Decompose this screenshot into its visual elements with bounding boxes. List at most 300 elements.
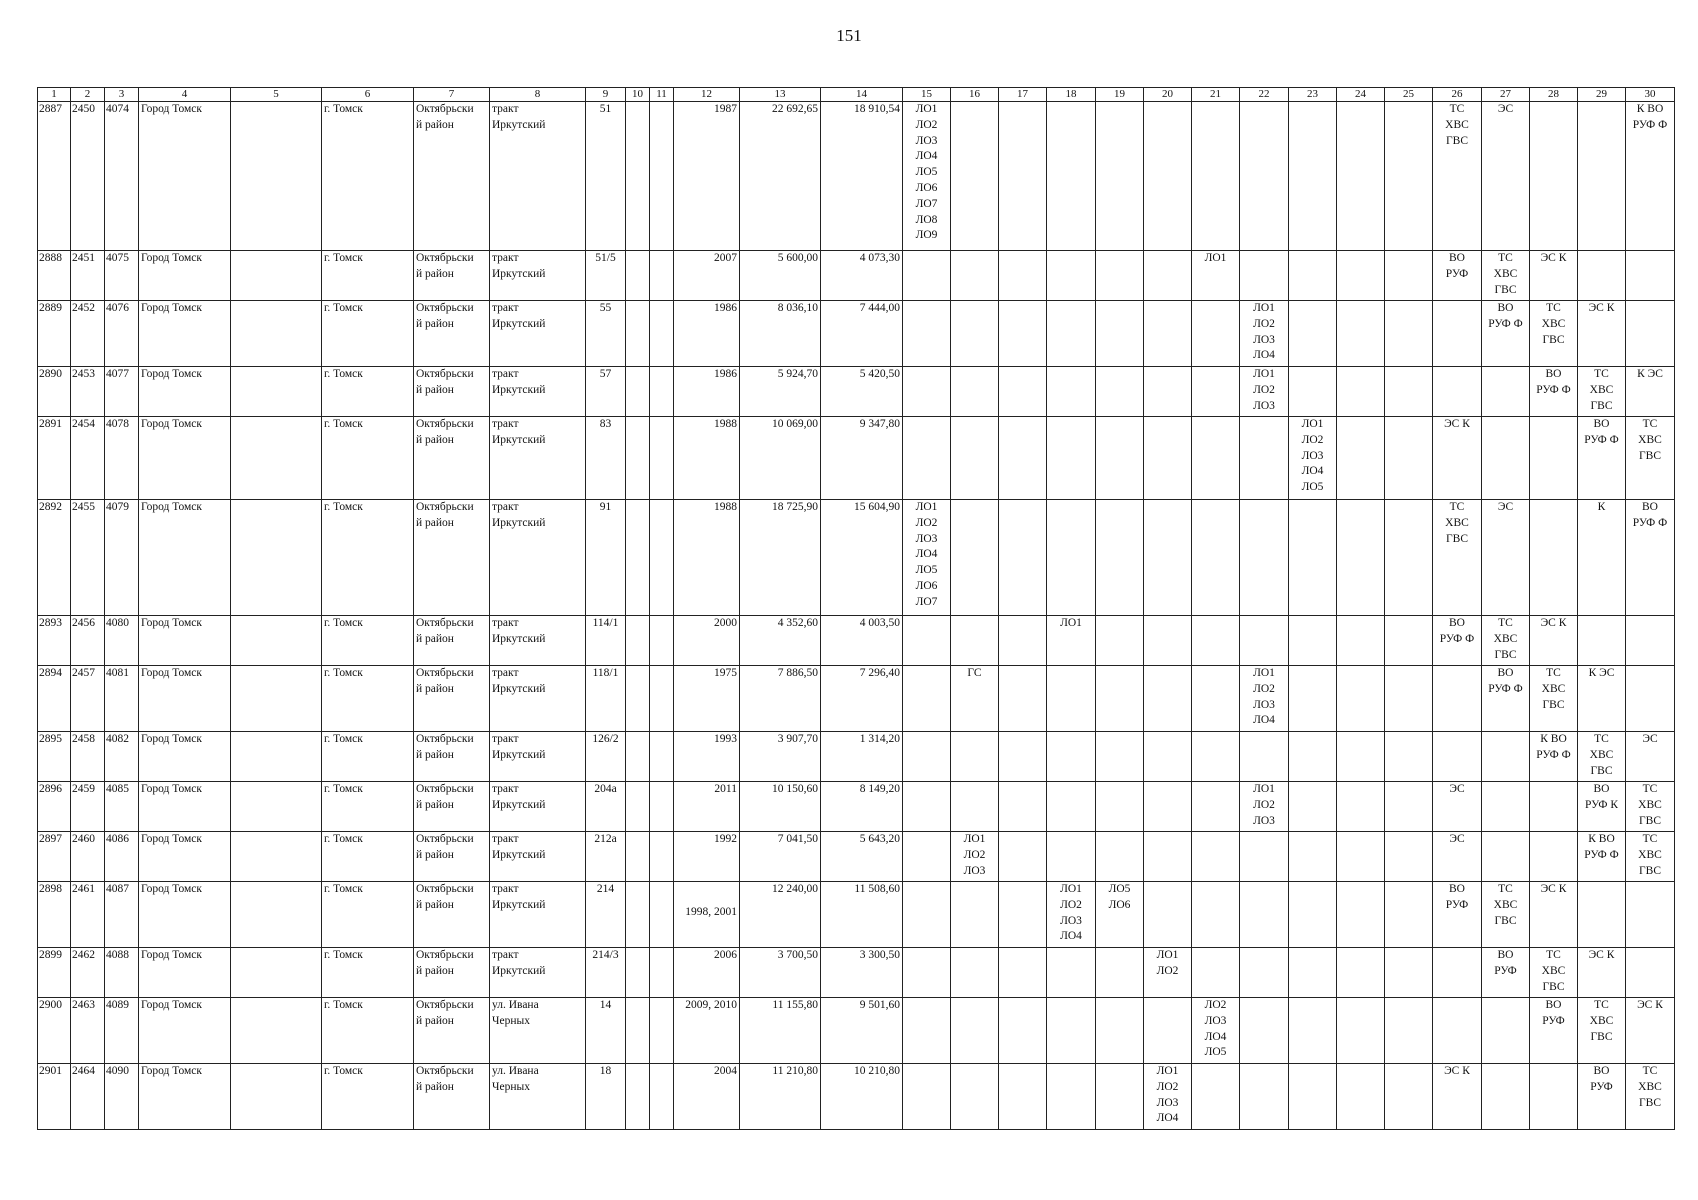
cell-col-6: г. Томск bbox=[322, 782, 414, 832]
cell-col-22 bbox=[1240, 732, 1289, 782]
cell-col-30 bbox=[1626, 616, 1675, 666]
cell-col-4: Город Томск bbox=[139, 616, 231, 666]
cell-col-20 bbox=[1144, 732, 1192, 782]
cell-col-19 bbox=[1096, 998, 1144, 1064]
cell-col-5 bbox=[231, 417, 322, 500]
cell-col-8: тракт Иркутский bbox=[490, 301, 586, 367]
cell-col-4: Город Томск bbox=[139, 998, 231, 1064]
cell-col-18: ЛО1 bbox=[1047, 616, 1096, 666]
cell-col-24 bbox=[1337, 948, 1385, 998]
cell-col-13: 4 352,60 bbox=[740, 616, 821, 666]
cell-col-30 bbox=[1626, 666, 1675, 732]
cell-col-9: 126/2 bbox=[586, 732, 626, 782]
cell-col-29: К bbox=[1578, 500, 1626, 616]
cell-col-9: 91 bbox=[586, 500, 626, 616]
cell-col-13: 8 036,10 bbox=[740, 301, 821, 367]
cell-col-22: ЛО1 ЛО2 ЛО3 ЛО4 bbox=[1240, 301, 1289, 367]
cell-col-8: тракт Иркутский bbox=[490, 500, 586, 616]
cell-col-27: ЭС bbox=[1482, 500, 1530, 616]
cell-col-30: ТС ХВС ГВС bbox=[1626, 832, 1675, 882]
cell-col-12: 1986 bbox=[674, 301, 740, 367]
cell-col-2: 2456 bbox=[71, 616, 105, 666]
cell-col-4: Город Томск bbox=[139, 500, 231, 616]
cell-col-26 bbox=[1433, 948, 1482, 998]
cell-col-19 bbox=[1096, 367, 1144, 417]
cell-col-11 bbox=[650, 367, 674, 417]
cell-col-1: 2889 bbox=[38, 301, 71, 367]
column-number-10: 10 bbox=[626, 88, 650, 102]
cell-col-12: 1988 bbox=[674, 500, 740, 616]
cell-col-13: 22 692,65 bbox=[740, 102, 821, 251]
cell-col-4: Город Томск bbox=[139, 417, 231, 500]
cell-col-14: 7 444,00 bbox=[821, 301, 903, 367]
table-row bbox=[38, 832, 1675, 882]
cell-col-9: 114/1 bbox=[586, 616, 626, 666]
column-number-24: 24 bbox=[1337, 88, 1385, 102]
cell-col-5 bbox=[231, 102, 322, 251]
cell-col-5 bbox=[231, 367, 322, 417]
cell-col-24 bbox=[1337, 367, 1385, 417]
cell-col-19 bbox=[1096, 417, 1144, 500]
cell-col-21 bbox=[1192, 616, 1240, 666]
cell-col-3: 4079 bbox=[105, 500, 139, 616]
cell-col-26 bbox=[1433, 998, 1482, 1064]
cell-col-16: ЛО1 ЛО2 ЛО3 bbox=[951, 832, 999, 882]
cell-col-30: ЭС bbox=[1626, 732, 1675, 782]
cell-col-26: ЭС К bbox=[1433, 1064, 1482, 1130]
cell-col-17 bbox=[999, 1064, 1047, 1130]
cell-col-21 bbox=[1192, 1064, 1240, 1130]
cell-col-7: Октябрьски й район bbox=[414, 832, 490, 882]
table-row bbox=[38, 251, 1675, 301]
cell-col-16 bbox=[951, 882, 999, 948]
cell-col-29: ЭС К bbox=[1578, 948, 1626, 998]
cell-col-21 bbox=[1192, 417, 1240, 500]
cell-col-5 bbox=[231, 251, 322, 301]
header-row bbox=[38, 88, 1675, 102]
cell-col-13: 11 155,80 bbox=[740, 998, 821, 1064]
table-row bbox=[38, 301, 1675, 367]
cell-col-22 bbox=[1240, 102, 1289, 251]
table-row bbox=[38, 616, 1675, 666]
cell-col-1: 2900 bbox=[38, 998, 71, 1064]
cell-col-29: ТС ХВС ГВС bbox=[1578, 732, 1626, 782]
cell-col-16 bbox=[951, 998, 999, 1064]
cell-col-17 bbox=[999, 782, 1047, 832]
cell-col-12: 1993 bbox=[674, 732, 740, 782]
column-number-14: 14 bbox=[821, 88, 903, 102]
cell-col-7: Октябрьски й район bbox=[414, 666, 490, 732]
cell-col-6: г. Томск bbox=[322, 417, 414, 500]
column-number-8: 8 bbox=[490, 88, 586, 102]
cell-col-18 bbox=[1047, 1064, 1096, 1130]
cell-col-13: 11 210,80 bbox=[740, 1064, 821, 1130]
column-number-1: 1 bbox=[38, 88, 71, 102]
cell-col-19 bbox=[1096, 251, 1144, 301]
cell-col-7: Октябрьски й район bbox=[414, 998, 490, 1064]
cell-col-6: г. Томск bbox=[322, 367, 414, 417]
cell-col-12: 1987 bbox=[674, 102, 740, 251]
cell-col-11 bbox=[650, 102, 674, 251]
cell-col-17 bbox=[999, 666, 1047, 732]
column-number-21: 21 bbox=[1192, 88, 1240, 102]
column-number-2: 2 bbox=[71, 88, 105, 102]
cell-col-27 bbox=[1482, 832, 1530, 882]
cell-col-12: 2009, 2010 bbox=[674, 998, 740, 1064]
column-number-4: 4 bbox=[139, 88, 231, 102]
cell-col-11 bbox=[650, 832, 674, 882]
table-row bbox=[38, 417, 1675, 500]
cell-col-23 bbox=[1289, 500, 1337, 616]
cell-col-22: ЛО1 ЛО2 ЛО3 ЛО4 bbox=[1240, 666, 1289, 732]
cell-col-26 bbox=[1433, 301, 1482, 367]
cell-col-8: ул. Ивана Черных bbox=[490, 1064, 586, 1130]
cell-col-28: К ВО РУФ Ф bbox=[1530, 732, 1578, 782]
table-row bbox=[38, 732, 1675, 782]
cell-col-1: 2887 bbox=[38, 102, 71, 251]
cell-col-22 bbox=[1240, 832, 1289, 882]
cell-col-30 bbox=[1626, 301, 1675, 367]
cell-col-21 bbox=[1192, 666, 1240, 732]
cell-col-5 bbox=[231, 882, 322, 948]
cell-col-3: 4089 bbox=[105, 998, 139, 1064]
cell-col-9: 83 bbox=[586, 417, 626, 500]
cell-col-4: Город Томск bbox=[139, 732, 231, 782]
cell-col-7: Октябрьски й район bbox=[414, 500, 490, 616]
cell-col-14: 8 149,20 bbox=[821, 782, 903, 832]
cell-col-18: ЛО1 ЛО2 ЛО3 ЛО4 bbox=[1047, 882, 1096, 948]
cell-col-18 bbox=[1047, 500, 1096, 616]
table-row bbox=[38, 782, 1675, 832]
cell-col-14: 1 314,20 bbox=[821, 732, 903, 782]
cell-col-21 bbox=[1192, 782, 1240, 832]
cell-col-21 bbox=[1192, 832, 1240, 882]
cell-col-3: 4078 bbox=[105, 417, 139, 500]
cell-col-2: 2460 bbox=[71, 832, 105, 882]
cell-col-13: 7 886,50 bbox=[740, 666, 821, 732]
cell-col-29: К ЭС bbox=[1578, 666, 1626, 732]
cell-col-10 bbox=[626, 301, 650, 367]
cell-col-6: г. Томск bbox=[322, 732, 414, 782]
cell-col-19 bbox=[1096, 102, 1144, 251]
cell-col-24 bbox=[1337, 732, 1385, 782]
cell-col-25 bbox=[1385, 666, 1433, 732]
cell-col-2: 2454 bbox=[71, 417, 105, 500]
cell-col-17 bbox=[999, 417, 1047, 500]
cell-col-14: 4 073,30 bbox=[821, 251, 903, 301]
cell-col-4: Город Томск bbox=[139, 782, 231, 832]
cell-col-10 bbox=[626, 1064, 650, 1130]
cell-col-24 bbox=[1337, 998, 1385, 1064]
cell-col-28 bbox=[1530, 782, 1578, 832]
cell-col-20 bbox=[1144, 666, 1192, 732]
cell-col-23 bbox=[1289, 301, 1337, 367]
cell-col-11 bbox=[650, 732, 674, 782]
cell-col-8: тракт Иркутский bbox=[490, 251, 586, 301]
cell-col-13: 3 907,70 bbox=[740, 732, 821, 782]
cell-col-9: 55 bbox=[586, 301, 626, 367]
cell-col-1: 2894 bbox=[38, 666, 71, 732]
cell-col-6: г. Томск bbox=[322, 251, 414, 301]
cell-col-8: тракт Иркутский bbox=[490, 832, 586, 882]
cell-col-7: Октябрьски й район bbox=[414, 251, 490, 301]
cell-col-5 bbox=[231, 832, 322, 882]
cell-col-6: г. Томск bbox=[322, 616, 414, 666]
cell-col-20 bbox=[1144, 832, 1192, 882]
cell-col-5 bbox=[231, 948, 322, 998]
cell-col-6: г. Томск bbox=[322, 948, 414, 998]
cell-col-11 bbox=[650, 666, 674, 732]
cell-col-20: ЛО1 ЛО2 ЛО3 ЛО4 bbox=[1144, 1064, 1192, 1130]
cell-col-19 bbox=[1096, 301, 1144, 367]
cell-col-18 bbox=[1047, 417, 1096, 500]
cell-col-1: 2901 bbox=[38, 1064, 71, 1130]
cell-col-5 bbox=[231, 998, 322, 1064]
cell-col-15 bbox=[903, 782, 951, 832]
cell-col-29 bbox=[1578, 882, 1626, 948]
cell-col-5 bbox=[231, 301, 322, 367]
cell-col-16 bbox=[951, 782, 999, 832]
cell-col-4: Город Томск bbox=[139, 882, 231, 948]
cell-col-7: Октябрьски й район bbox=[414, 301, 490, 367]
cell-col-21 bbox=[1192, 948, 1240, 998]
cell-col-10 bbox=[626, 732, 650, 782]
cell-col-19 bbox=[1096, 1064, 1144, 1130]
cell-col-4: Город Томск bbox=[139, 948, 231, 998]
cell-col-15 bbox=[903, 301, 951, 367]
cell-col-10 bbox=[626, 882, 650, 948]
cell-col-19 bbox=[1096, 948, 1144, 998]
table-row bbox=[38, 666, 1675, 732]
cell-col-18 bbox=[1047, 666, 1096, 732]
cell-col-10 bbox=[626, 500, 650, 616]
cell-col-24 bbox=[1337, 301, 1385, 367]
cell-col-22 bbox=[1240, 616, 1289, 666]
cell-col-1: 2893 bbox=[38, 616, 71, 666]
column-number-28: 28 bbox=[1530, 88, 1578, 102]
cell-col-19 bbox=[1096, 832, 1144, 882]
cell-col-13: 5 924,70 bbox=[740, 367, 821, 417]
cell-col-16 bbox=[951, 616, 999, 666]
column-number-22: 22 bbox=[1240, 88, 1289, 102]
cell-col-8: тракт Иркутский bbox=[490, 948, 586, 998]
cell-col-21 bbox=[1192, 301, 1240, 367]
cell-col-28 bbox=[1530, 417, 1578, 500]
cell-col-25 bbox=[1385, 832, 1433, 882]
cell-col-25 bbox=[1385, 998, 1433, 1064]
cell-col-24 bbox=[1337, 832, 1385, 882]
cell-col-8: тракт Иркутский bbox=[490, 102, 586, 251]
cell-col-4: Город Томск bbox=[139, 301, 231, 367]
cell-col-2: 2463 bbox=[71, 998, 105, 1064]
cell-col-11 bbox=[650, 500, 674, 616]
cell-col-29 bbox=[1578, 616, 1626, 666]
cell-col-27 bbox=[1482, 998, 1530, 1064]
cell-col-28: ЭС К bbox=[1530, 882, 1578, 948]
cell-col-9: 214 bbox=[586, 882, 626, 948]
cell-col-15 bbox=[903, 882, 951, 948]
cell-col-20 bbox=[1144, 882, 1192, 948]
cell-col-7: Октябрьски й район bbox=[414, 616, 490, 666]
cell-col-11 bbox=[650, 417, 674, 500]
cell-col-6: г. Томск bbox=[322, 882, 414, 948]
cell-col-19 bbox=[1096, 616, 1144, 666]
cell-col-10 bbox=[626, 251, 650, 301]
cell-col-15 bbox=[903, 998, 951, 1064]
column-number-6: 6 bbox=[322, 88, 414, 102]
cell-col-1: 2898 bbox=[38, 882, 71, 948]
cell-col-16 bbox=[951, 732, 999, 782]
cell-col-8: тракт Иркутский bbox=[490, 417, 586, 500]
cell-col-22 bbox=[1240, 417, 1289, 500]
cell-col-19: ЛО5 ЛО6 bbox=[1096, 882, 1144, 948]
cell-col-12: 2000 bbox=[674, 616, 740, 666]
cell-col-19 bbox=[1096, 500, 1144, 616]
cell-col-17 bbox=[999, 948, 1047, 998]
cell-col-9: 204а bbox=[586, 782, 626, 832]
cell-col-4: Город Томск bbox=[139, 1064, 231, 1130]
cell-col-3: 4086 bbox=[105, 832, 139, 882]
table-row bbox=[38, 998, 1675, 1064]
cell-col-15 bbox=[903, 832, 951, 882]
cell-col-1: 2899 bbox=[38, 948, 71, 998]
cell-col-4: Город Томск bbox=[139, 367, 231, 417]
cell-col-25 bbox=[1385, 500, 1433, 616]
cell-col-16 bbox=[951, 301, 999, 367]
cell-col-13: 10 150,60 bbox=[740, 782, 821, 832]
cell-col-20 bbox=[1144, 417, 1192, 500]
cell-col-15 bbox=[903, 666, 951, 732]
cell-col-25 bbox=[1385, 782, 1433, 832]
cell-col-20 bbox=[1144, 998, 1192, 1064]
cell-col-15 bbox=[903, 367, 951, 417]
cell-col-28: ТС ХВС ГВС bbox=[1530, 948, 1578, 998]
cell-col-1: 2896 bbox=[38, 782, 71, 832]
cell-col-8: тракт Иркутский bbox=[490, 882, 586, 948]
cell-col-20 bbox=[1144, 616, 1192, 666]
cell-col-24 bbox=[1337, 500, 1385, 616]
cell-col-24 bbox=[1337, 102, 1385, 251]
cell-col-11 bbox=[650, 1064, 674, 1130]
cell-col-30: ТС ХВС ГВС bbox=[1626, 1064, 1675, 1130]
cell-col-10 bbox=[626, 832, 650, 882]
cell-col-30 bbox=[1626, 882, 1675, 948]
cell-col-27: ТС ХВС ГВС bbox=[1482, 882, 1530, 948]
cell-col-10 bbox=[626, 417, 650, 500]
cell-col-25 bbox=[1385, 1064, 1433, 1130]
page-number: 151 bbox=[836, 26, 862, 45]
cell-col-12: 2004 bbox=[674, 1064, 740, 1130]
cell-col-3: 4080 bbox=[105, 616, 139, 666]
cell-col-26 bbox=[1433, 732, 1482, 782]
cell-col-30: ЭС К bbox=[1626, 998, 1675, 1064]
cell-col-14: 18 910,54 bbox=[821, 102, 903, 251]
cell-col-17 bbox=[999, 732, 1047, 782]
cell-col-12: 1992 bbox=[674, 832, 740, 882]
cell-col-13: 12 240,00 bbox=[740, 882, 821, 948]
cell-col-9: 212а bbox=[586, 832, 626, 882]
cell-col-29: ВО РУФ bbox=[1578, 1064, 1626, 1130]
cell-col-18 bbox=[1047, 102, 1096, 251]
cell-col-24 bbox=[1337, 782, 1385, 832]
cell-col-22 bbox=[1240, 500, 1289, 616]
cell-col-17 bbox=[999, 251, 1047, 301]
cell-col-29: ВО РУФ К bbox=[1578, 782, 1626, 832]
cell-col-30 bbox=[1626, 251, 1675, 301]
cell-col-3: 4081 bbox=[105, 666, 139, 732]
cell-col-8: ул. Ивана Черных bbox=[490, 998, 586, 1064]
cell-col-17 bbox=[999, 301, 1047, 367]
cell-col-2: 2462 bbox=[71, 948, 105, 998]
cell-col-27: ТС ХВС ГВС bbox=[1482, 251, 1530, 301]
cell-col-24 bbox=[1337, 616, 1385, 666]
cell-col-8: тракт Иркутский bbox=[490, 782, 586, 832]
cell-col-2: 2461 bbox=[71, 882, 105, 948]
cell-col-2: 2451 bbox=[71, 251, 105, 301]
cell-col-22: ЛО1 ЛО2 ЛО3 bbox=[1240, 367, 1289, 417]
cell-col-16 bbox=[951, 102, 999, 251]
cell-col-14: 11 508,60 bbox=[821, 882, 903, 948]
cell-col-5 bbox=[231, 782, 322, 832]
column-number-26: 26 bbox=[1433, 88, 1482, 102]
table-row bbox=[38, 500, 1675, 616]
cell-col-16 bbox=[951, 251, 999, 301]
cell-col-10 bbox=[626, 666, 650, 732]
cell-col-7: Октябрьски й район bbox=[414, 1064, 490, 1130]
column-number-5: 5 bbox=[231, 88, 322, 102]
cell-col-14: 7 296,40 bbox=[821, 666, 903, 732]
cell-col-30 bbox=[1626, 948, 1675, 998]
cell-col-16 bbox=[951, 500, 999, 616]
cell-col-24 bbox=[1337, 251, 1385, 301]
cell-col-9: 57 bbox=[586, 367, 626, 417]
cell-col-4: Город Томск bbox=[139, 832, 231, 882]
cell-col-23 bbox=[1289, 998, 1337, 1064]
cell-col-17 bbox=[999, 882, 1047, 948]
cell-col-17 bbox=[999, 500, 1047, 616]
cell-col-7: Октябрьски й район bbox=[414, 367, 490, 417]
cell-col-14: 3 300,50 bbox=[821, 948, 903, 998]
cell-col-8: тракт Иркутский bbox=[490, 367, 586, 417]
cell-col-20: ЛО1 ЛО2 bbox=[1144, 948, 1192, 998]
cell-col-26 bbox=[1433, 666, 1482, 732]
cell-col-18 bbox=[1047, 251, 1096, 301]
cell-col-1: 2895 bbox=[38, 732, 71, 782]
cell-col-15 bbox=[903, 417, 951, 500]
cell-col-25 bbox=[1385, 102, 1433, 251]
column-number-30: 30 bbox=[1626, 88, 1675, 102]
cell-col-21: ЛО1 bbox=[1192, 251, 1240, 301]
cell-col-10 bbox=[626, 367, 650, 417]
cell-col-2: 2453 bbox=[71, 367, 105, 417]
cell-col-3: 4076 bbox=[105, 301, 139, 367]
cell-col-28: ВО РУФ bbox=[1530, 998, 1578, 1064]
column-number-13: 13 bbox=[740, 88, 821, 102]
cell-col-27: ВО РУФ Ф bbox=[1482, 301, 1530, 367]
cell-col-2: 2457 bbox=[71, 666, 105, 732]
cell-col-22 bbox=[1240, 1064, 1289, 1130]
cell-col-24 bbox=[1337, 1064, 1385, 1130]
column-number-23: 23 bbox=[1289, 88, 1337, 102]
cell-col-14: 9 501,60 bbox=[821, 998, 903, 1064]
cell-col-28: ТС ХВС ГВС bbox=[1530, 301, 1578, 367]
cell-col-27: ЭС bbox=[1482, 102, 1530, 251]
cell-col-1: 2892 bbox=[38, 500, 71, 616]
cell-col-14: 9 347,80 bbox=[821, 417, 903, 500]
cell-col-26: ВО РУФ bbox=[1433, 882, 1482, 948]
cell-col-7: Октябрьски й район bbox=[414, 882, 490, 948]
cell-col-15 bbox=[903, 732, 951, 782]
